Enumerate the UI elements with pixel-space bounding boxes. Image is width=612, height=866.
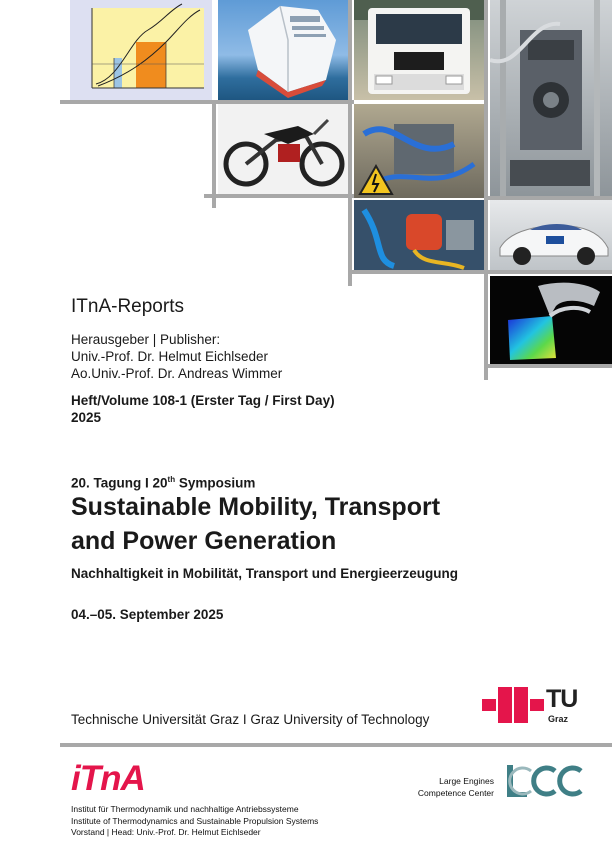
frame-bar (212, 104, 216, 208)
test-bench-hoses-image (354, 104, 484, 198)
chart-diagram-image (70, 0, 212, 100)
frame-bar (204, 194, 354, 198)
institute-line-de: Institut für Thermodynamik und nachhaltige Antriebssysteme (71, 804, 299, 814)
frame-bar (348, 0, 352, 286)
tu-logo-text: TU (546, 685, 578, 713)
lec-line-1: Large Engines (439, 776, 494, 786)
lec-line-2: Competence Center (417, 788, 494, 798)
footer-divider (60, 743, 612, 747)
itna-logo: iTnA (71, 759, 145, 798)
year-label: 2025 (71, 410, 102, 425)
institute-block (71, 804, 318, 839)
engine-testbed-image (490, 0, 612, 196)
publisher-label: Herausgeber | Publisher: (71, 332, 221, 347)
series-title: ITnA-Reports (71, 296, 184, 317)
frame-bar (352, 270, 612, 274)
tu-graz-squares-icon (482, 687, 546, 723)
volume-block (71, 392, 335, 426)
lec-logo (505, 763, 585, 799)
tu-graz-logo (482, 687, 586, 727)
university-name: Technische Universität Graz I Graz University of Technology (71, 712, 430, 727)
editor-2: Ao.Univ.-Prof. Dr. Andreas Wimmer (71, 366, 283, 381)
symposium-prefix: 20. Tagung I 20 (71, 475, 168, 491)
publisher-block (71, 331, 282, 382)
volume-label: Heft/Volume 108-1 (Erster Tag / First Day) (71, 393, 335, 408)
frame-bar (484, 196, 612, 200)
symposium-suffix: Symposium (175, 475, 256, 491)
symposium-label (71, 471, 255, 492)
title-line-2: and Power Generation (71, 527, 337, 555)
subtitle: Nachhaltigkeit in Mobilität, Transport und Energieerzeugung (71, 566, 459, 581)
event-date: 04.–05. September 2025 (71, 607, 224, 622)
symposium-sup: th (167, 475, 176, 484)
graz-logo-text: Graz (548, 714, 569, 724)
lec-logo-icon (505, 763, 585, 799)
frame-bar (484, 364, 612, 368)
cfd-simulation-image (490, 276, 612, 364)
lec-label (404, 775, 494, 799)
frame-bar (60, 100, 354, 104)
editor-1: Univ.-Prof. Dr. Helmut Eichlseder (71, 349, 269, 364)
page-title (71, 490, 440, 558)
race-car-image (490, 200, 612, 270)
test-bench-colour-image (354, 200, 484, 270)
motorcycle-image (218, 104, 348, 194)
truck-image (354, 0, 484, 100)
frame-bar (484, 0, 488, 380)
institute-line-en: Institute of Thermodynamics and Sustainable Propulsion Systems (71, 815, 319, 826)
cruise-ship-image (218, 0, 348, 100)
title-line-1: Sustainable Mobility, Transport (71, 493, 441, 521)
institute-head: Vorstand | Head: Univ.-Prof. Dr. Helmut Eichlseder (71, 827, 261, 837)
